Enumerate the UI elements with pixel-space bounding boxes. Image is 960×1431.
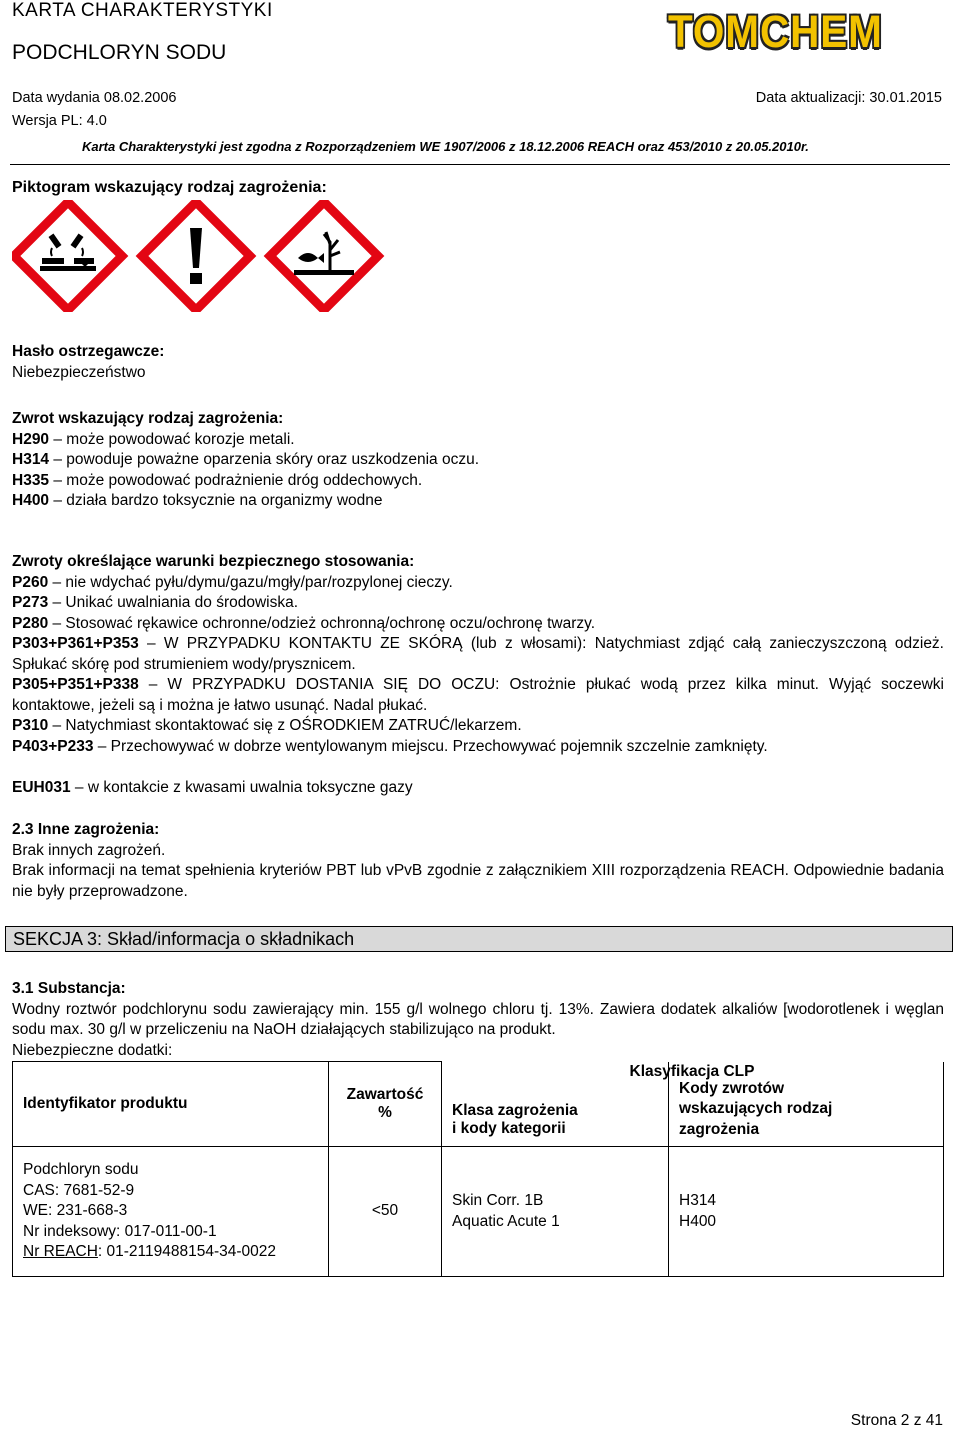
euh-statement: EUH031 – w kontakcie z kwasami uwalnia toksyczne gazy [12,779,413,796]
other-hazards-heading: 2.3 Inne zagrożenia: [12,821,160,838]
company-logo [658,0,902,72]
precaution-item: P280 – Stosować rękawice ochronne/odzież ochronną/ochronę oczu/ochronę twarzy. [12,614,596,632]
other-hazards [12,820,944,902]
precaution-item: P310 – Natychmiast skontaktować się z OŚRODKIEM ZATRUĆ/lekarzem. [12,717,522,734]
col-header-codes: Kody zwrotów wskazujących rodzaj zagrożenia [669,1062,944,1147]
cell-class: Skin Corr. 1B Aquatic Acute 1 [442,1147,669,1277]
pictogram-row [12,200,392,312]
corrosion-icon [14,202,122,310]
precautionary-statements [12,552,944,757]
signal-word-label: Hasło ostrzegawcze: [12,343,165,360]
section-3-header [5,926,953,952]
precaution-item: P303+P361+P353 – W PRZYPADKU KONTAKTU ZE SKÓRĄ (lub z włosami): Natychmiast zdjąć całą zanieczyszczoną odzież. Spłukać skórę pod strumieniem wody/prysznicem. [12,635,944,673]
product-name: PODCHLORYN SODU [12,41,227,64]
signal-word-value: Niebezpieczeństwo [12,363,146,381]
update-date: Data aktualizacji: 30.01.2015 [755,90,942,106]
page-number: Strona 2 z 41 [850,1412,943,1429]
col-header-class: Klasa zagrożenia i kody kategorii [442,1062,669,1147]
precaution-item: P305+P351+P338 – W PRZYPADKU DOSTANIA SIĘ DO OCZU: Ostrożnie płukać wodą przez kilka minut. Wyjąć soczewki kontaktowe, jeżeli są i można je łatwo usunąć. Nadal płukać. [12,676,944,714]
substance-description [12,979,944,1061]
dangerous-additives-label: Niebezpieczne dodatki: [12,1041,173,1059]
substance-text: Wodny roztwór podchlorynu sodu zawierający min. 155 g/l wolnego chloru tj. 13%. Zawiera dodatek alkaliów [wodorotlenek i węglan sodu max. 30 g/l w przeliczeniu na NaOH działających stabilizująco na produkt. [12,1000,944,1038]
cell-identifier: Podchloryn sodu CAS: 7681-52-9 WE: 231-668-3 Nr indeksowy: 017-011-00-1 Nr REACH: 01-2119488154-34-0022 [13,1147,329,1277]
pictogram-heading: Piktogram wskazujący rodzaj zagrożenia: [12,179,327,196]
signal-word-block [12,342,944,383]
regulation-note: Karta Charakterystyki jest zgodna z Rozporządzeniem WE 1907/2006 z 18.12.2006 REACH oraz 453/2010 z 20.05.2010r. [82,139,809,154]
header-divider [10,164,950,165]
version: Wersja PL: 4.0 [12,113,107,129]
hazard-item: H335 – może powodować podrażnienie dróg oddechowych. [12,471,423,489]
hazard-item: H400 – działa bardzo toksycznie na organizmy wodne [12,492,383,509]
col-header-content: Zawartość % [329,1062,442,1147]
cell-codes: H314 H400 [669,1147,944,1277]
substance-heading: 3.1 Substancja: [12,980,126,997]
cell-content: <50 [329,1147,442,1277]
table-header-row [13,1062,944,1147]
exclamation-icon [142,202,250,310]
table-row [13,1147,944,1277]
composition-table [12,1061,944,1277]
precaution-item: P403+P233 – Przechowywać w dobrze wentylowanym miejscu. Przechowywać pojemnik szczelnie zamknięty. [12,737,768,755]
company-logo-text: TOMCHEM [668,6,883,57]
hazard-heading: Zwrot wskazujący rodzaj zagrożenia: [12,410,284,427]
clp-header: Klasyfikacja CLP [629,1063,755,1080]
document-type-title: KARTA CHARAKTERYSTYKI [12,0,273,21]
precaution-item: P260 – nie wdychać pyłu/dymu/gazu/mgły/par/rozpylonej cieczy. [12,573,453,591]
section-3-title: SEKCJA 3: Skład/informacja o składnikach [13,929,355,949]
col-header-identifier: Identyfikator produktu [13,1062,329,1147]
issue-date: Data wydania 08.02.2006 [12,90,177,106]
hazard-item: H290 – może powodować korozje metali. [12,430,295,448]
environment-icon [270,202,378,310]
other-hazards-line1: Brak innych zagrożeń. [12,841,166,859]
other-hazards-line2: Brak informacji na temat spełnienia kryteriów PBT lub vPvB zgodnie z załącznikiem XIII rozporządzenia REACH. Odpowiednie badania nie były przeprowadzone. [12,862,944,900]
hazard-item: H314 – powoduje poważne oparzenia skóry oraz uszkodzenia oczu. [12,451,480,468]
precaution-item: P273 – Unikać uwalniania do środowiska. [12,594,299,611]
precaution-heading: Zwroty określające warunki bezpiecznego stosowania: [12,553,415,570]
hazard-statements [12,409,944,512]
